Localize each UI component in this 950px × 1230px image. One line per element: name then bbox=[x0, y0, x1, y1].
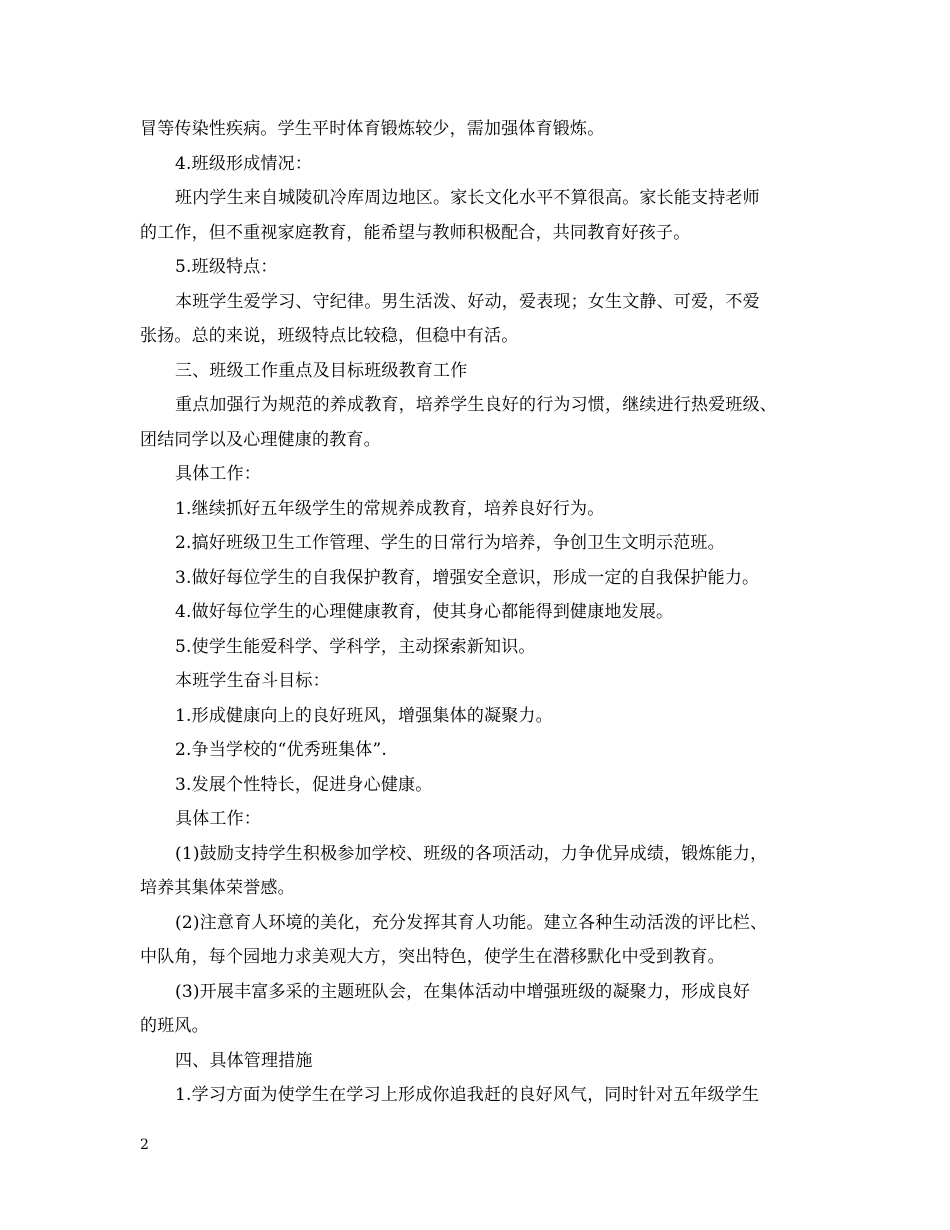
subheading-specific-work: 具体工作： bbox=[175, 464, 261, 484]
document-body bbox=[140, 112, 812, 1113]
list-item: (2)注意育人环境的美化，充分发挥其育人功能。建立各种生动活泼的评比栏、 bbox=[175, 912, 768, 933]
list-item: 2.搞好班级卫生工作管理、学生的日常行为培养，争创卫生文明示范班。 bbox=[175, 533, 725, 553]
text-line: 重点加强行为规范的养成教育，培养学生良好的行为习惯，继续进行热爱班级、 bbox=[175, 395, 777, 415]
list-item: 1.继续抓好五年级学生的常规养成教育，培养良好行为。 bbox=[175, 498, 605, 519]
list-item: (3)开展丰富多采的主题班队会，在集体活动中增强班级的凝聚力，形成良好 bbox=[175, 981, 751, 1002]
text-line: 班内学生来自城陵矶冷库周边地区。家长文化水平不算很高。家长能支持老师 bbox=[175, 188, 760, 208]
text-line: 培养其集体荣誉感。 bbox=[140, 878, 295, 898]
list-item: 3.发展个性特长，促进身心健康。 bbox=[175, 774, 433, 795]
list-item: 1.形成健康向上的良好班风，增强集体的凝聚力。 bbox=[175, 705, 553, 726]
subheading-specific-work: 具体工作： bbox=[175, 809, 261, 829]
text-line: 冒等传染性疾病。学生平时体育锻炼较少，需加强体育锻炼。 bbox=[140, 119, 605, 139]
section-heading-3: 三、班级工作重点及目标班级教育工作 bbox=[175, 360, 468, 381]
list-item: 2.争当学校的“优秀班集体”. bbox=[175, 740, 388, 760]
list-item: 1.学习方面为使学生在学习上形成你追我赶的良好风气，同时针对五年级学生 bbox=[175, 1085, 760, 1105]
heading-class-features: 5.班级特点： bbox=[175, 257, 278, 277]
section-heading-4: 四、具体管理措施 bbox=[175, 1050, 313, 1071]
list-item: 4.做好每位学生的心理健康教育，使其身心都能得到健康地发展。 bbox=[175, 602, 674, 622]
list-item: 3.做好每位学生的自我保护教育，增强安全意识，形成一定的自我保护能力。 bbox=[175, 567, 760, 588]
text-line: 的班风。 bbox=[140, 1016, 209, 1036]
text-line: 本班学生爱学习、守纪律。男生活泼、好动，爱表现；女生文静、可爱，不爱 bbox=[175, 291, 760, 312]
text-line: 团结同学以及心理健康的教育。 bbox=[140, 429, 381, 450]
text-line: 张扬。总的来说，班级特点比较稳，但稳中有活。 bbox=[140, 326, 519, 346]
text-line: 的工作，但不重视家庭教育，能希望与教师积极配合，共同教育好孩子。 bbox=[140, 222, 691, 243]
subheading-goals: 本班学生奋斗目标： bbox=[175, 671, 330, 691]
text-line: 中队角，每个园地力求美观大方，突出特色，使学生在潜移默化中受到教育。 bbox=[140, 947, 725, 967]
page-number: 2 bbox=[140, 1137, 149, 1153]
list-item: 5.使学生能爱科学、学科学，主动探索新知识。 bbox=[175, 636, 536, 657]
list-item: (1)鼓励支持学生积极参加学校、班级的各项活动，力争优异成绩，锻炼能力， bbox=[175, 843, 768, 864]
heading-class-formation: 4.班级形成情况： bbox=[175, 153, 313, 174]
